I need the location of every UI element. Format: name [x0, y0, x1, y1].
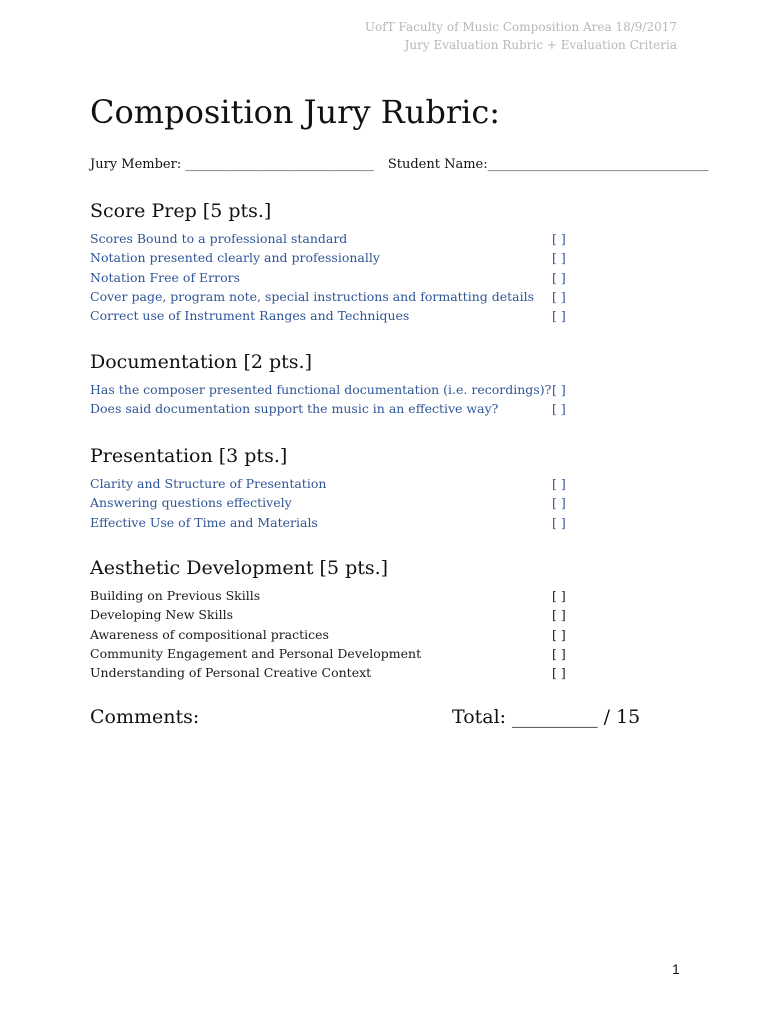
criterion-label: Has the composer presented functional documentation (i.e. recordings)? [90, 382, 552, 397]
criterion-checkbox[interactable]: [ ] [552, 495, 566, 511]
criterion-row [90, 586, 570, 605]
criterion-row [90, 474, 570, 493]
criterion-row [90, 306, 570, 325]
criterion-label: Correct use of Instrument Ranges and Techniques [90, 308, 410, 324]
criterion-label: Cover page, program note, special instructions and formatting details [90, 288, 535, 304]
jury-member-field[interactable]: Jury Member: _____________________________ [90, 157, 374, 172]
criterion-checkbox[interactable]: [ ] [552, 588, 566, 603]
criterion-row [90, 287, 570, 306]
criterion-checkbox[interactable]: [ ] [552, 607, 566, 623]
section-aesthetic-development [90, 556, 570, 682]
student-name-field[interactable]: Student Name:__________________________________ [387, 157, 709, 172]
criterion-checkbox[interactable]: [ ] [552, 269, 566, 285]
criterion-label: Understanding of Personal Creative Context [90, 665, 372, 681]
page-title: Composition Jury Rubric: [90, 93, 501, 131]
criterion-checkbox[interactable]: [ ] [552, 308, 566, 324]
criterion-checkbox[interactable]: [ ] [552, 401, 566, 417]
header-line-2: Jury Evaluation Rubric + Evaluation Criteria [404, 38, 677, 52]
criterion-label: Developing New Skills [90, 607, 233, 623]
criterion-checkbox[interactable]: [ ] [552, 231, 566, 246]
comments-label: Comments: [90, 706, 200, 728]
criterion-row [90, 644, 570, 663]
section-heading: Score Prep [5 pts.] [90, 200, 272, 222]
section-heading: Documentation [2 pts.] [90, 351, 312, 373]
criterion-checkbox[interactable]: [ ] [552, 250, 566, 266]
criterion-row [90, 248, 570, 267]
criterion-row [90, 229, 570, 248]
page-number: 1 [672, 961, 680, 977]
criterion-label: Building on Previous Skills [90, 588, 261, 603]
section-heading: Aesthetic Development [5 pts.] [90, 557, 389, 579]
criterion-row [90, 493, 570, 512]
total-score-field[interactable]: Total: _________ / 15 [452, 706, 641, 728]
criterion-checkbox[interactable]: [ ] [552, 645, 566, 661]
name-fields [90, 157, 709, 172]
criterion-checkbox[interactable]: [ ] [552, 626, 566, 642]
summary-row [90, 706, 641, 728]
criterion-label: Awareness of compositional practices [90, 626, 329, 642]
criterion-label: Notation Free of Errors [90, 269, 241, 285]
criterion-row [90, 605, 570, 624]
page-header [365, 18, 677, 54]
criterion-label: Community Engagement and Personal Development [90, 645, 422, 661]
criterion-row [90, 268, 570, 287]
criterion-row [90, 625, 570, 644]
section-score-prep [90, 199, 570, 325]
section-presentation [90, 444, 570, 532]
criterion-label: Answering questions effectively [90, 495, 292, 511]
criterion-checkbox[interactable]: [ ] [552, 288, 566, 304]
criterion-checkbox[interactable]: [ ] [552, 476, 566, 491]
criterion-label: Scores Bound to a professional standard [90, 231, 348, 246]
header-line-1: UofT Faculty of Music Composition Area 18/9/2017 [364, 20, 677, 34]
criterion-checkbox[interactable]: [ ] [552, 382, 566, 397]
section-documentation [90, 350, 570, 419]
criterion-label: Does said documentation support the music in an effective way? [90, 401, 499, 417]
criterion-row [90, 399, 570, 418]
section-heading: Presentation [3 pts.] [90, 445, 288, 467]
criterion-checkbox[interactable]: [ ] [552, 665, 566, 681]
criterion-label: Clarity and Structure of Presentation [90, 476, 327, 491]
criterion-row [90, 380, 570, 399]
criterion-label: Notation presented clearly and professionally [90, 250, 380, 266]
criterion-row [90, 663, 570, 682]
criterion-row [90, 513, 570, 532]
criterion-label: Effective Use of Time and Materials [90, 514, 318, 530]
criterion-checkbox[interactable]: [ ] [552, 514, 566, 530]
